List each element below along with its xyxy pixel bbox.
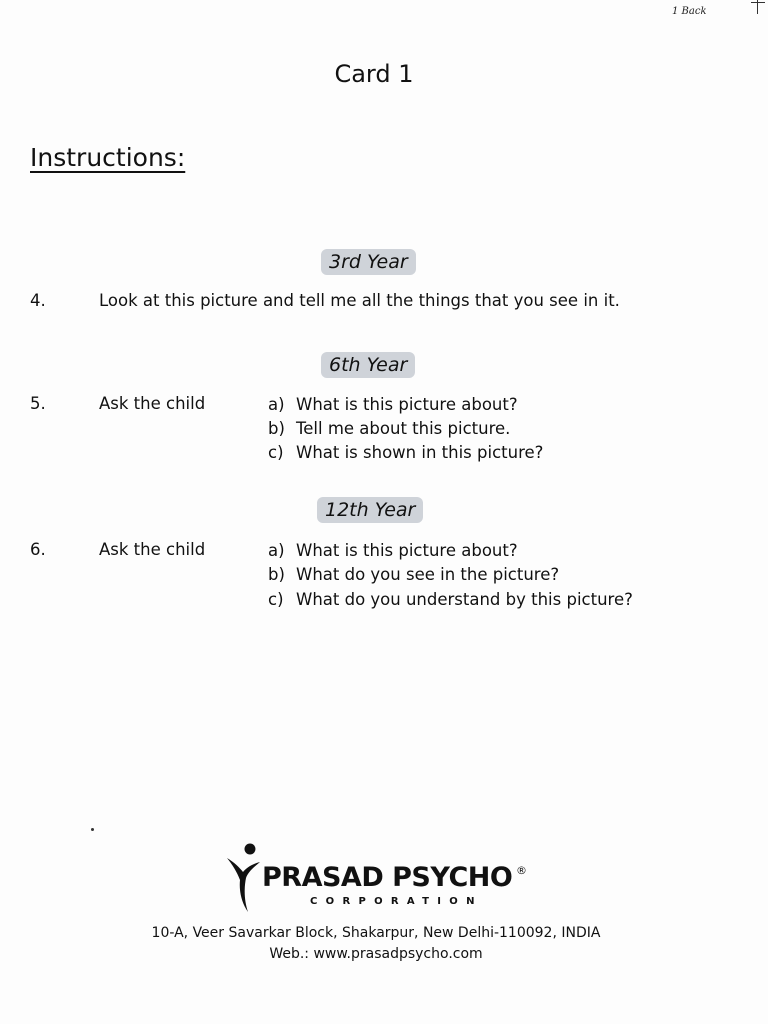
option-6b bbox=[268, 565, 559, 584]
company-website: Web.: www.prasadpsycho.com bbox=[269, 946, 483, 962]
option-letter: a) bbox=[268, 541, 285, 560]
year-badge-6th: 6th Year bbox=[321, 352, 415, 378]
item-text-5: Ask the child bbox=[99, 394, 206, 413]
item-text-4: Look at this picture and tell me all the things that you see in it. bbox=[99, 291, 620, 310]
option-text: What is this picture about? bbox=[296, 395, 518, 414]
person-figure-logo-icon bbox=[224, 842, 264, 914]
year-badge-3rd: 3rd Year bbox=[321, 249, 416, 275]
option-text: What do you understand by this picture? bbox=[296, 590, 633, 609]
option-text: What is this picture about? bbox=[296, 541, 518, 560]
option-letter: c) bbox=[268, 590, 284, 609]
option-6c bbox=[268, 590, 633, 609]
item-number-6: 6. bbox=[30, 540, 46, 559]
item-number-4: 4. bbox=[30, 291, 46, 310]
year-badge-12th: 12th Year bbox=[317, 497, 423, 523]
company-logo bbox=[224, 842, 534, 914]
option-text: What is shown in this picture? bbox=[296, 443, 544, 462]
paper-speck bbox=[91, 828, 94, 831]
item-number-5: 5. bbox=[30, 394, 46, 413]
logo-company-name: PRASAD PSYCHO bbox=[262, 862, 513, 893]
registered-mark: ® bbox=[516, 864, 527, 877]
card-title: Card 1 bbox=[334, 60, 414, 88]
option-5b bbox=[268, 419, 510, 438]
handwritten-corner-note: 1 Back bbox=[672, 6, 707, 17]
option-text: What do you see in the picture? bbox=[296, 565, 560, 584]
item-text-6: Ask the child bbox=[99, 540, 206, 559]
logo-subtitle: CORPORATION bbox=[310, 896, 483, 907]
option-6a bbox=[268, 541, 518, 560]
option-5a bbox=[268, 395, 518, 414]
option-5c bbox=[268, 443, 543, 462]
company-address: 10-A, Veer Savarkar Block, Shakarpur, New Delhi-110092, INDIA bbox=[151, 925, 601, 941]
option-letter: c) bbox=[268, 443, 284, 462]
option-text: Tell me about this picture. bbox=[296, 419, 511, 438]
option-letter: a) bbox=[268, 395, 285, 414]
instructions-heading: Instructions: bbox=[30, 143, 186, 172]
option-letter: b) bbox=[268, 419, 285, 438]
crop-mark-icon bbox=[751, 0, 765, 14]
option-letter: b) bbox=[268, 565, 285, 584]
